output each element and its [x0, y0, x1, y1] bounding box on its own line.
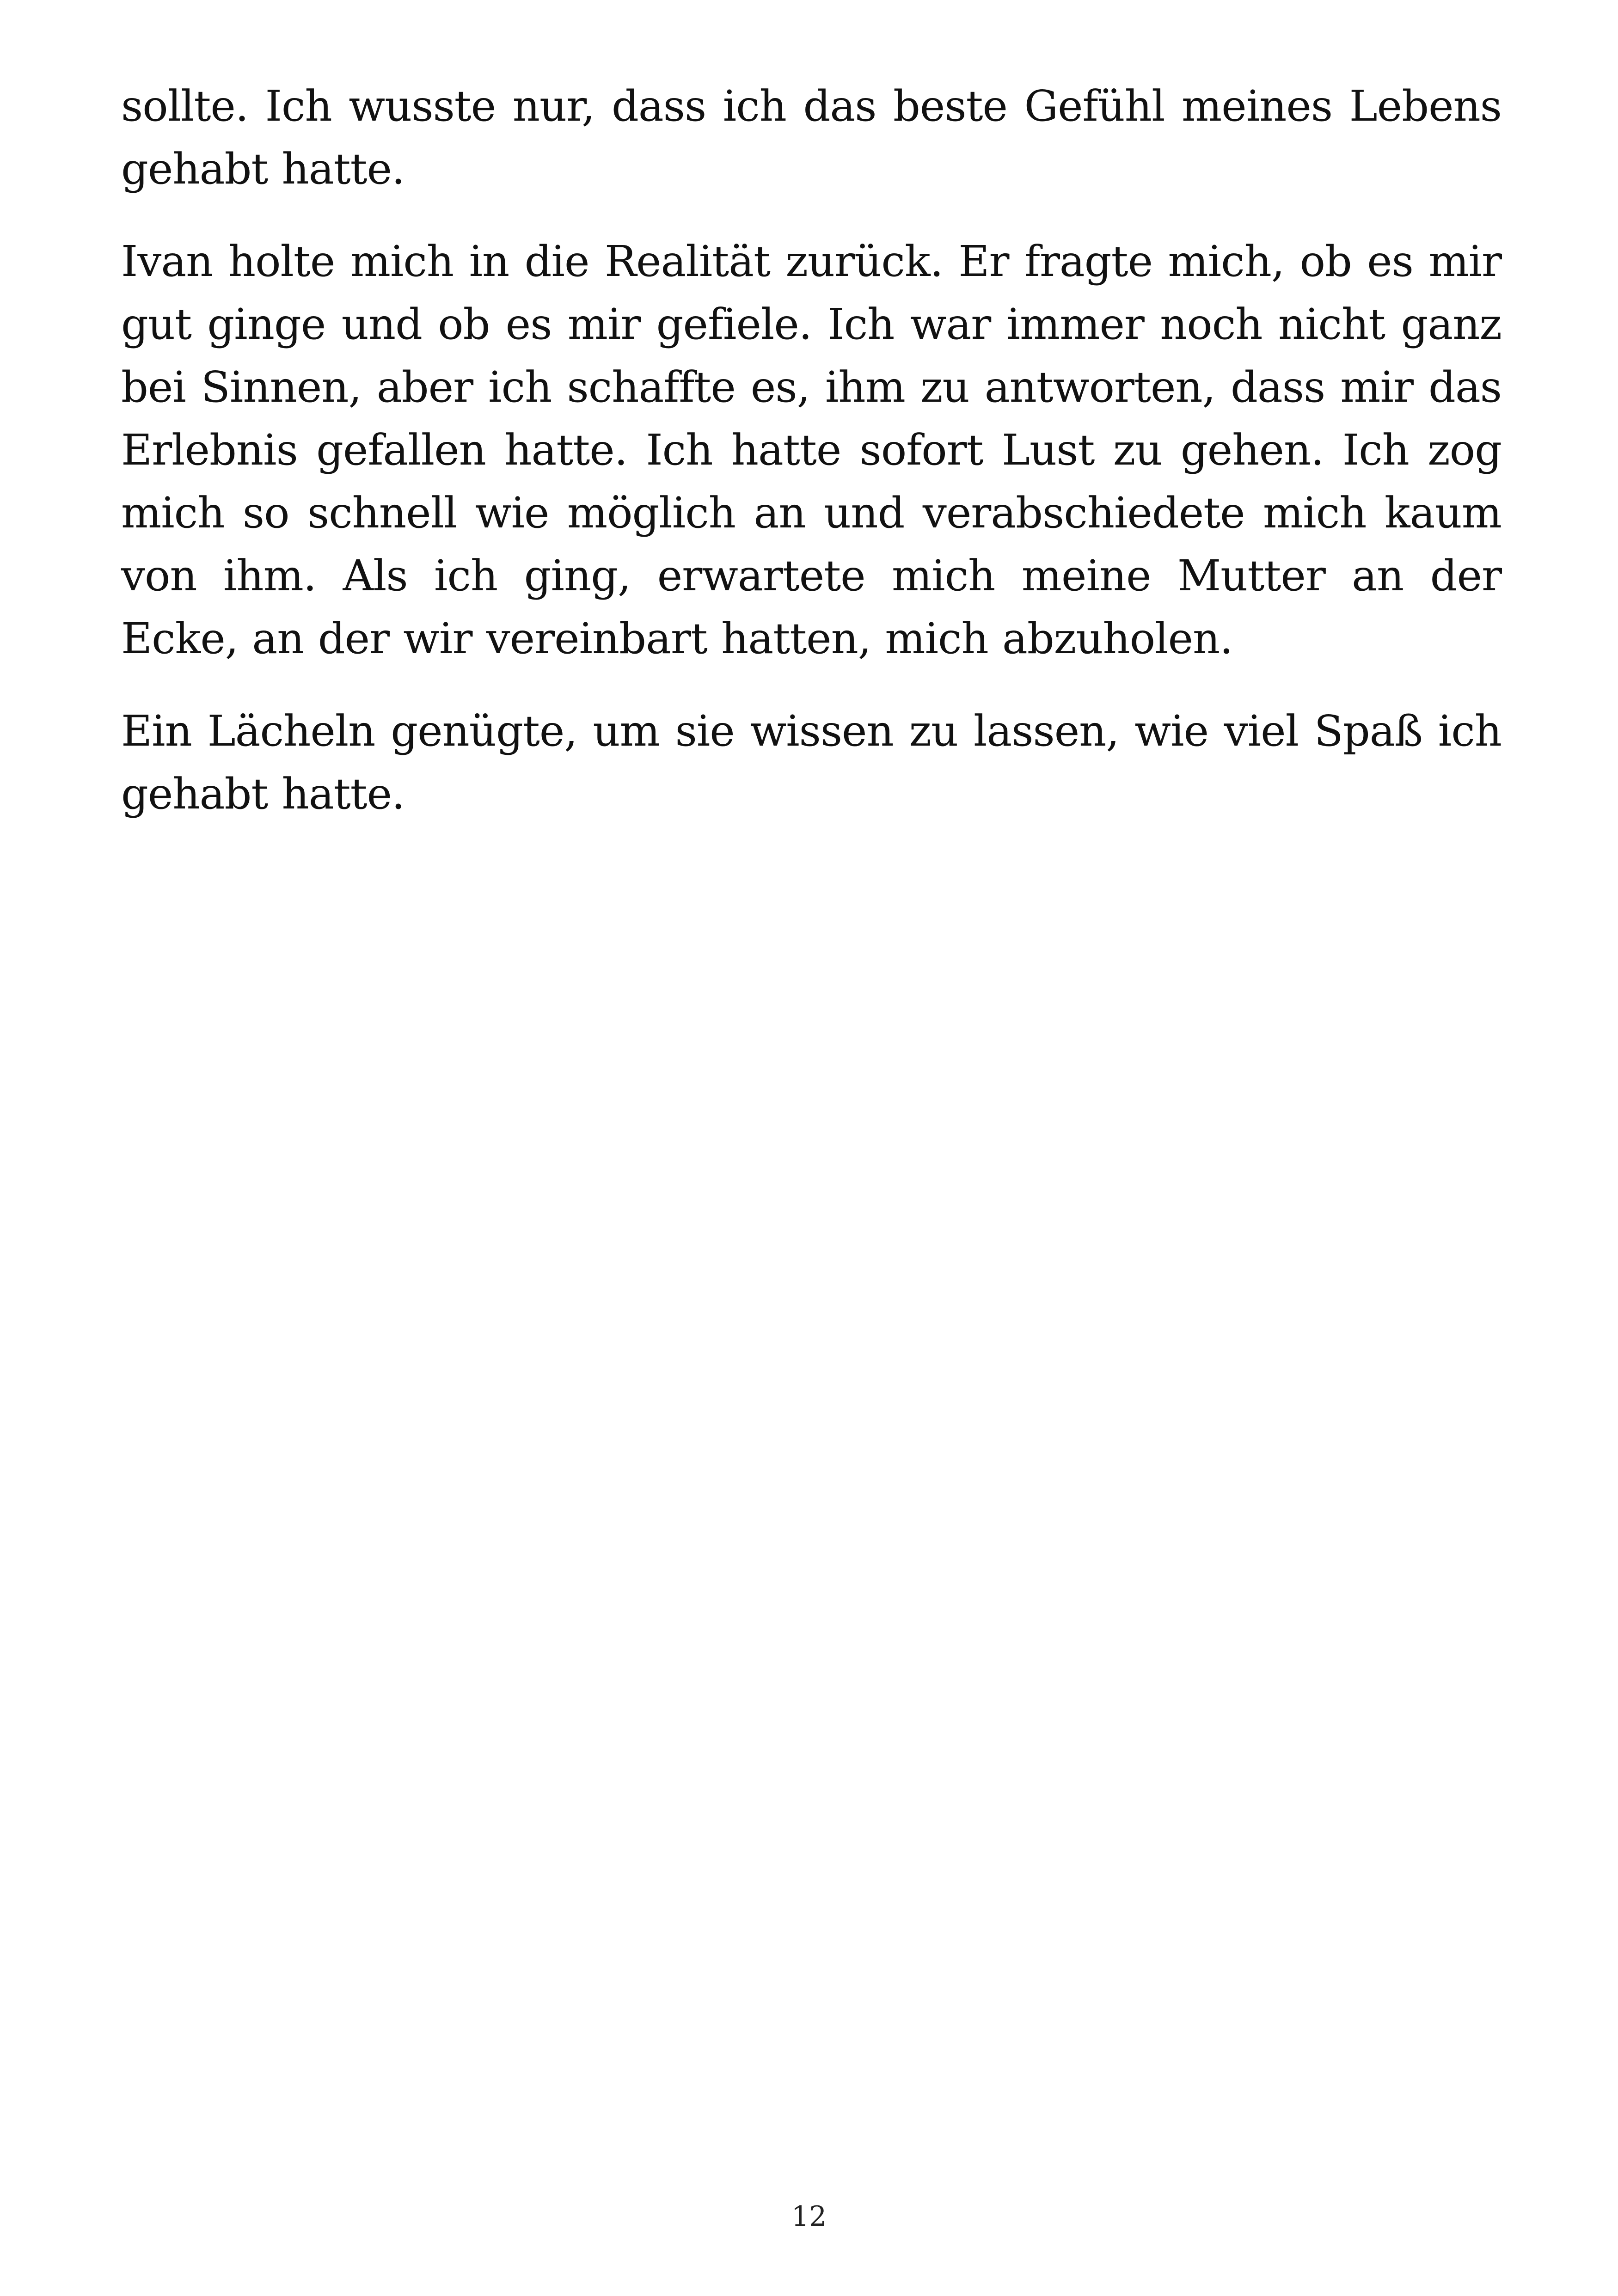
paragraph-2: Ivan holte mich in die Realität zurück. Er fragte mich, ob es mir gut ginge und ob es mir gefiele. Ich war immer noch nicht ganz bei Sinnen, aber ich schaffte es, ihm zu antworten, dass mir das Erlebnis gefallen hatte. Ich hatte sofort Lust zu gehen. Ich zog mich so schnell wie möglich an und verabschiedete mich kaum von ihm. Als ich ging, erwartete mich meine Mutter an der Ecke, an der wir vereinbart hatten, mich abzuholen.	[121, 237, 1502, 663]
body-text	[121, 75, 1502, 855]
page-number: 12	[791, 2200, 827, 2233]
paragraph-3: Ein Lächeln genügte, um sie wissen zu lassen, wie viel Spaß ich gehabt hatte.	[121, 706, 1502, 819]
paragraph-1: sollte. Ich wusste nur, dass ich das beste Gefühl meines Lebens gehabt hatte.	[121, 81, 1502, 194]
